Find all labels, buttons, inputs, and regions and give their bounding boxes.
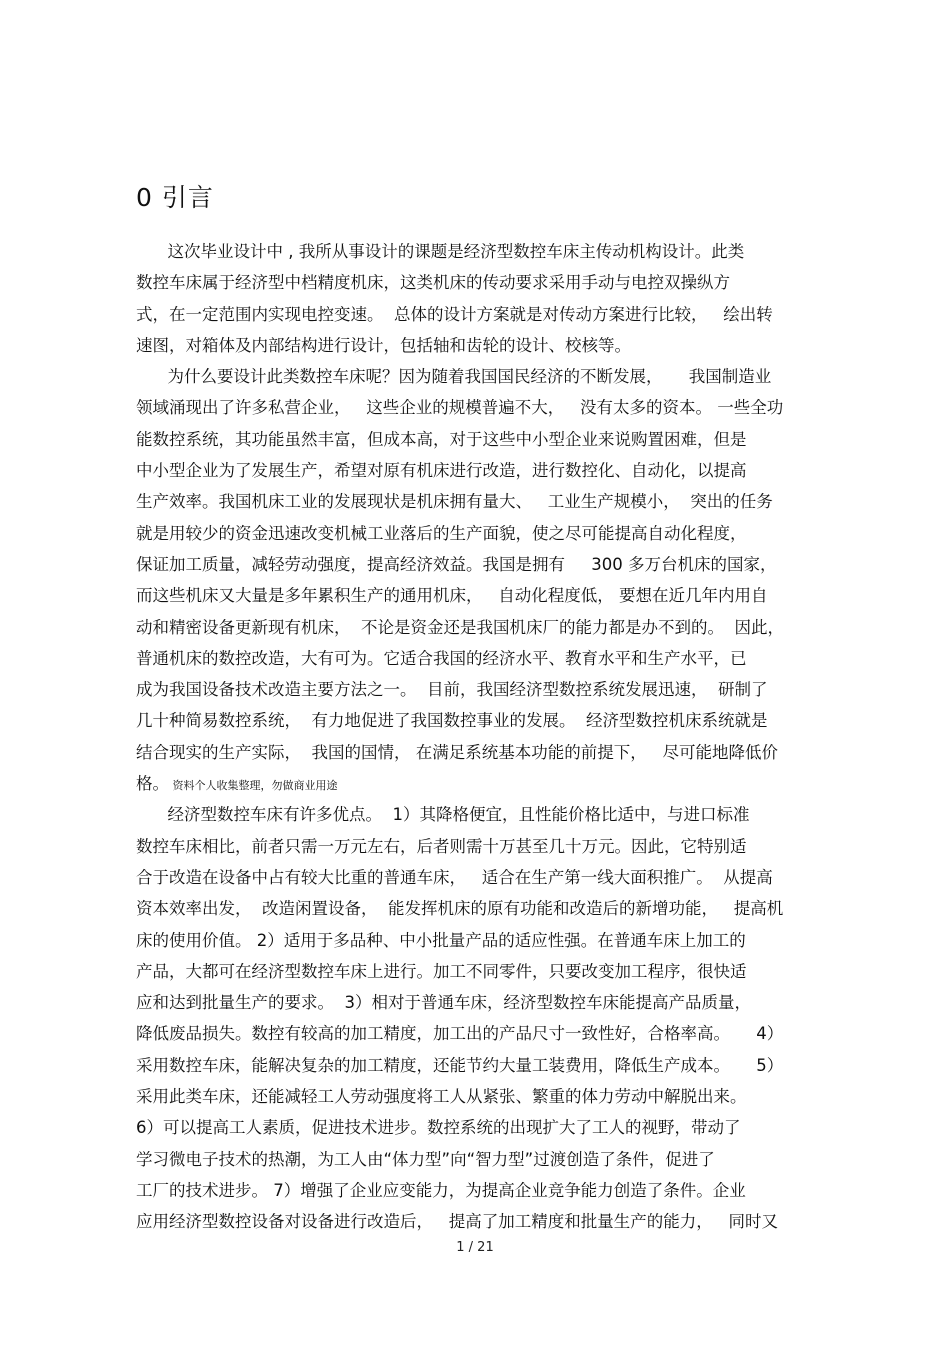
text-line-content: 数控车床属于经济型中档精度机床，这类机床的传动要求采用手动与电控双操纵方 <box>136 273 730 293</box>
text-line <box>136 236 836 267</box>
text-line-content: 资本效率出发， 改造闲置设备， 能发挥机床的原有功能和改造后的新增功能， 提高机 <box>136 899 784 919</box>
text-line <box>136 737 836 768</box>
watermark-note: 资料个人收集整理，勿做商业用途 <box>169 779 338 793</box>
text-line-content: 6）可以提高工人素质，促进技术进步。数控系统的出现扩大了工人的视野，带动了 <box>136 1118 741 1138</box>
text-line-content: 经济型数控车床有许多优点。 1）其降格便宜，且性能价格比适中，与进口标准 <box>136 805 750 825</box>
text-line-content: 采用此类车床，还能减轻工人劳动强度将工人从紧张、繁重的体力劳动中解脱出来。 <box>136 1087 747 1107</box>
page-number: 1 / 21 <box>456 1240 494 1255</box>
section-heading: 0 引言 <box>136 183 214 212</box>
text-line <box>136 486 836 517</box>
text-line <box>136 705 836 736</box>
text-line <box>136 956 836 987</box>
text-line-content: 式，在一定范围内实现电控变速。 总体的设计方案就是对传动方案进行比较， 绘出转 <box>136 304 773 324</box>
text-line <box>136 893 836 924</box>
text-line-content: 生产效率。我国机床工业的发展现状是机床拥有量大、 工业生产规模小， 突出的任务 <box>136 492 773 512</box>
text-line <box>136 768 836 799</box>
text-line <box>136 674 836 705</box>
text-line <box>136 612 836 643</box>
text-line <box>136 455 836 486</box>
text-line-content: 格。 <box>136 774 169 794</box>
text-line <box>136 1175 836 1206</box>
text-line-content: 速图，对箱体及内部结构进行设计，包括轴和齿轮的设计、校核等。 <box>136 335 631 355</box>
text-line <box>136 392 836 423</box>
text-line-content: 结合现实的生产实际， 我国的国情， 在满足系统基本功能的前提下， 尽可能地降低价 <box>136 742 778 762</box>
text-line-content: 就是用较少的资金迅速改变机械工业落后的生产面貌，使之尽可能提高自动化程度， <box>136 523 747 543</box>
text-line-content: 动和精密设备更新现有机床， 不论是资金还是我国机床厂的能力都是办不到的。 因此， <box>136 617 784 637</box>
text-line-content: 产品，大都可在经济型数控车床上进行。加工不同零件，只要改变加工程序，很快适 <box>136 961 747 981</box>
text-line <box>136 580 836 611</box>
text-line-content: 床的使用价值。 2）适用于多品种、中小批量产品的适应性强。在普通车床上加工的 <box>136 930 746 950</box>
text-line <box>136 925 836 956</box>
text-line <box>136 987 836 1018</box>
text-line <box>136 549 836 580</box>
text-line <box>136 424 836 455</box>
text-line <box>136 1081 836 1112</box>
text-line-content: 这次毕业设计中 , 我所从事设计的课题是经济型数控车床主传动机构设计。此类 <box>136 242 745 261</box>
text-line <box>136 1050 836 1081</box>
text-line <box>136 518 836 549</box>
text-line-content: 为什么要设计此类数控车床呢？因为随着我国国民经济的不断发展， 我国制造业 <box>136 367 772 387</box>
text-line <box>136 299 836 330</box>
text-line <box>136 643 836 674</box>
text-line-content: 学习微电子技术的热潮，为工人由“体力型”向“智力型”过渡创造了条件，促进了 <box>136 1149 715 1169</box>
text-line <box>136 361 836 392</box>
text-line-content: 工厂的技术进步。 7）增强了企业应变能力，为提高企业竞争能力创造了条件。企业 <box>136 1180 746 1200</box>
text-line-content: 而这些机床又大量是多年累积生产的通用机床， 自动化程度低， 要想在近几年内用自 <box>136 586 768 606</box>
text-line-content: 领域涌现出了许多私营企业， 这些企业的规模普遍不大， 没有太多的资本。 一些全功 <box>136 398 784 418</box>
text-line <box>136 267 836 298</box>
text-line-content: 应和达到批量生产的要求。 3）相对于普通车床，经济型数控车床能提高产品质量， <box>136 993 751 1013</box>
text-line-content: 保证加工质量，减轻劳动强度，提高经济效益。我国是拥有 300 多万台机床的国家， <box>136 554 777 574</box>
text-line-content: 数控车床相比，前者只需一万元左右，后者则需十万甚至几十万元。因此，它特别适 <box>136 836 747 856</box>
text-line-content: 应用经济型数控设备对设备进行改造后， 提高了加工精度和批量生产的能力， 同时又 <box>136 1212 778 1232</box>
text-line <box>136 799 836 830</box>
text-line <box>136 1206 836 1237</box>
text-line <box>136 831 836 862</box>
text-line <box>136 1144 836 1175</box>
text-line-content: 几十种简易数控系统， 有力地促进了我国数控事业的发展。 经济型数控机床系统就是 <box>136 711 768 731</box>
text-line <box>136 330 836 361</box>
text-line-content: 中小型企业为了发展生产，希望对原有机床进行改造，进行数控化、自动化，以提高 <box>136 461 747 481</box>
text-line <box>136 862 836 893</box>
text-line-content: 普通机床的数控改造，大有可为。它适合我国的经济水平、教育水平和生产水平，已 <box>136 648 747 668</box>
text-line-content: 采用数控车床，能解决复杂的加工精度，还能节约大量工装费用，降低生产成本。 5） <box>136 1055 784 1075</box>
text-line-content: 能数控系统，其功能虽然丰富，但成本高，对于这些中小型企业来说购置困难，但是 <box>136 429 747 449</box>
text-line-content: 成为我国设备技术改造主要方法之一。 目前，我国经济型数控系统发展迅速， 研制了 <box>136 680 768 700</box>
text-line <box>136 1018 836 1049</box>
body-text <box>136 236 836 1238</box>
text-line-content: 合于改造在设备中占有较大比重的普通车床， 适合在生产第一线大面积推广。 从提高 <box>136 867 773 887</box>
text-line-content: 降低废品损失。数控有较高的加工精度，加工出的产品尺寸一致性好，合格率高。 4） <box>136 1024 784 1044</box>
text-line <box>136 1112 836 1143</box>
